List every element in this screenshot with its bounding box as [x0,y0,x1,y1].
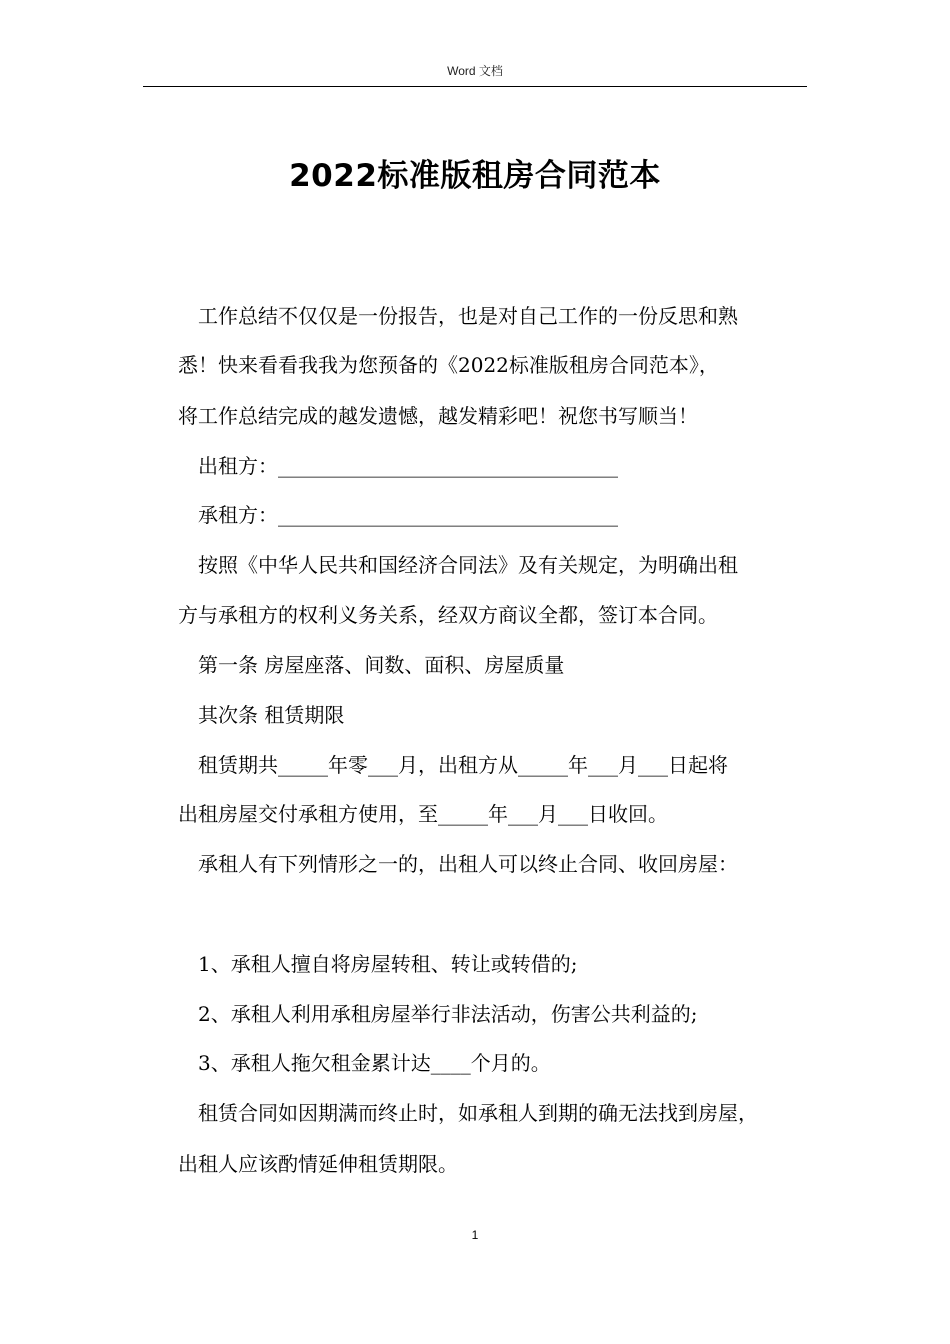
paragraph-line: 将工作总结完成的越发遗憾，越发精彩吧！祝您书写顺当！ [178,404,698,428]
paragraph-line: 承租人有下列情形之一的，出租人可以终止合同、收回房屋： [198,852,738,876]
paragraph-line: 出租人应该酌情延伸租赁期限。 [178,1152,458,1176]
header-divider [143,86,807,87]
paragraph-line: 租赁合同如因期满而终止时，如承租人到期的确无法找到房屋， [198,1101,758,1125]
lessor-line: 出租方：__________________________________ [198,454,618,478]
page-number: 1 [471,1228,479,1242]
article-heading: 第一条 房屋座落、间数、面积、房屋质量 [198,653,565,677]
paragraph-line: 出租房屋交付承租方使用，至_____年___月___日收回。 [178,802,668,826]
page-header: Word 文档 [447,64,503,78]
paragraph-line: 方与承租方的权利义务关系，经双方商议全都，签订本合同。 [178,603,718,627]
list-item: 1、承租人擅自将房屋转租、转让或转借的; [198,952,578,976]
list-item: 3、承租人拖欠租金累计达____个月的。 [198,1051,551,1075]
paragraph-line: 租赁期共_____年零___月，出租方从_____年___月___日起将 [198,753,728,777]
list-item: 2、承租人利用承租房屋举行非法活动，伤害公共利益的; [198,1002,698,1026]
paragraph-line: 按照《中华人民共和国经济合同法》及有关规定，为明确出租 [198,553,738,577]
paragraph-line: 工作总结不仅仅是一份报告，也是对自己工作的一份反思和熟 [198,304,738,328]
lessee-line: 承租方：__________________________________ [198,503,618,527]
document-title: 2022标准版租房合同范本 [289,158,661,194]
article-heading: 其次条 租赁期限 [198,703,345,727]
paragraph-line: 悉！快来看看我我为您预备的《2022标准版租房合同范本》， [178,353,719,377]
